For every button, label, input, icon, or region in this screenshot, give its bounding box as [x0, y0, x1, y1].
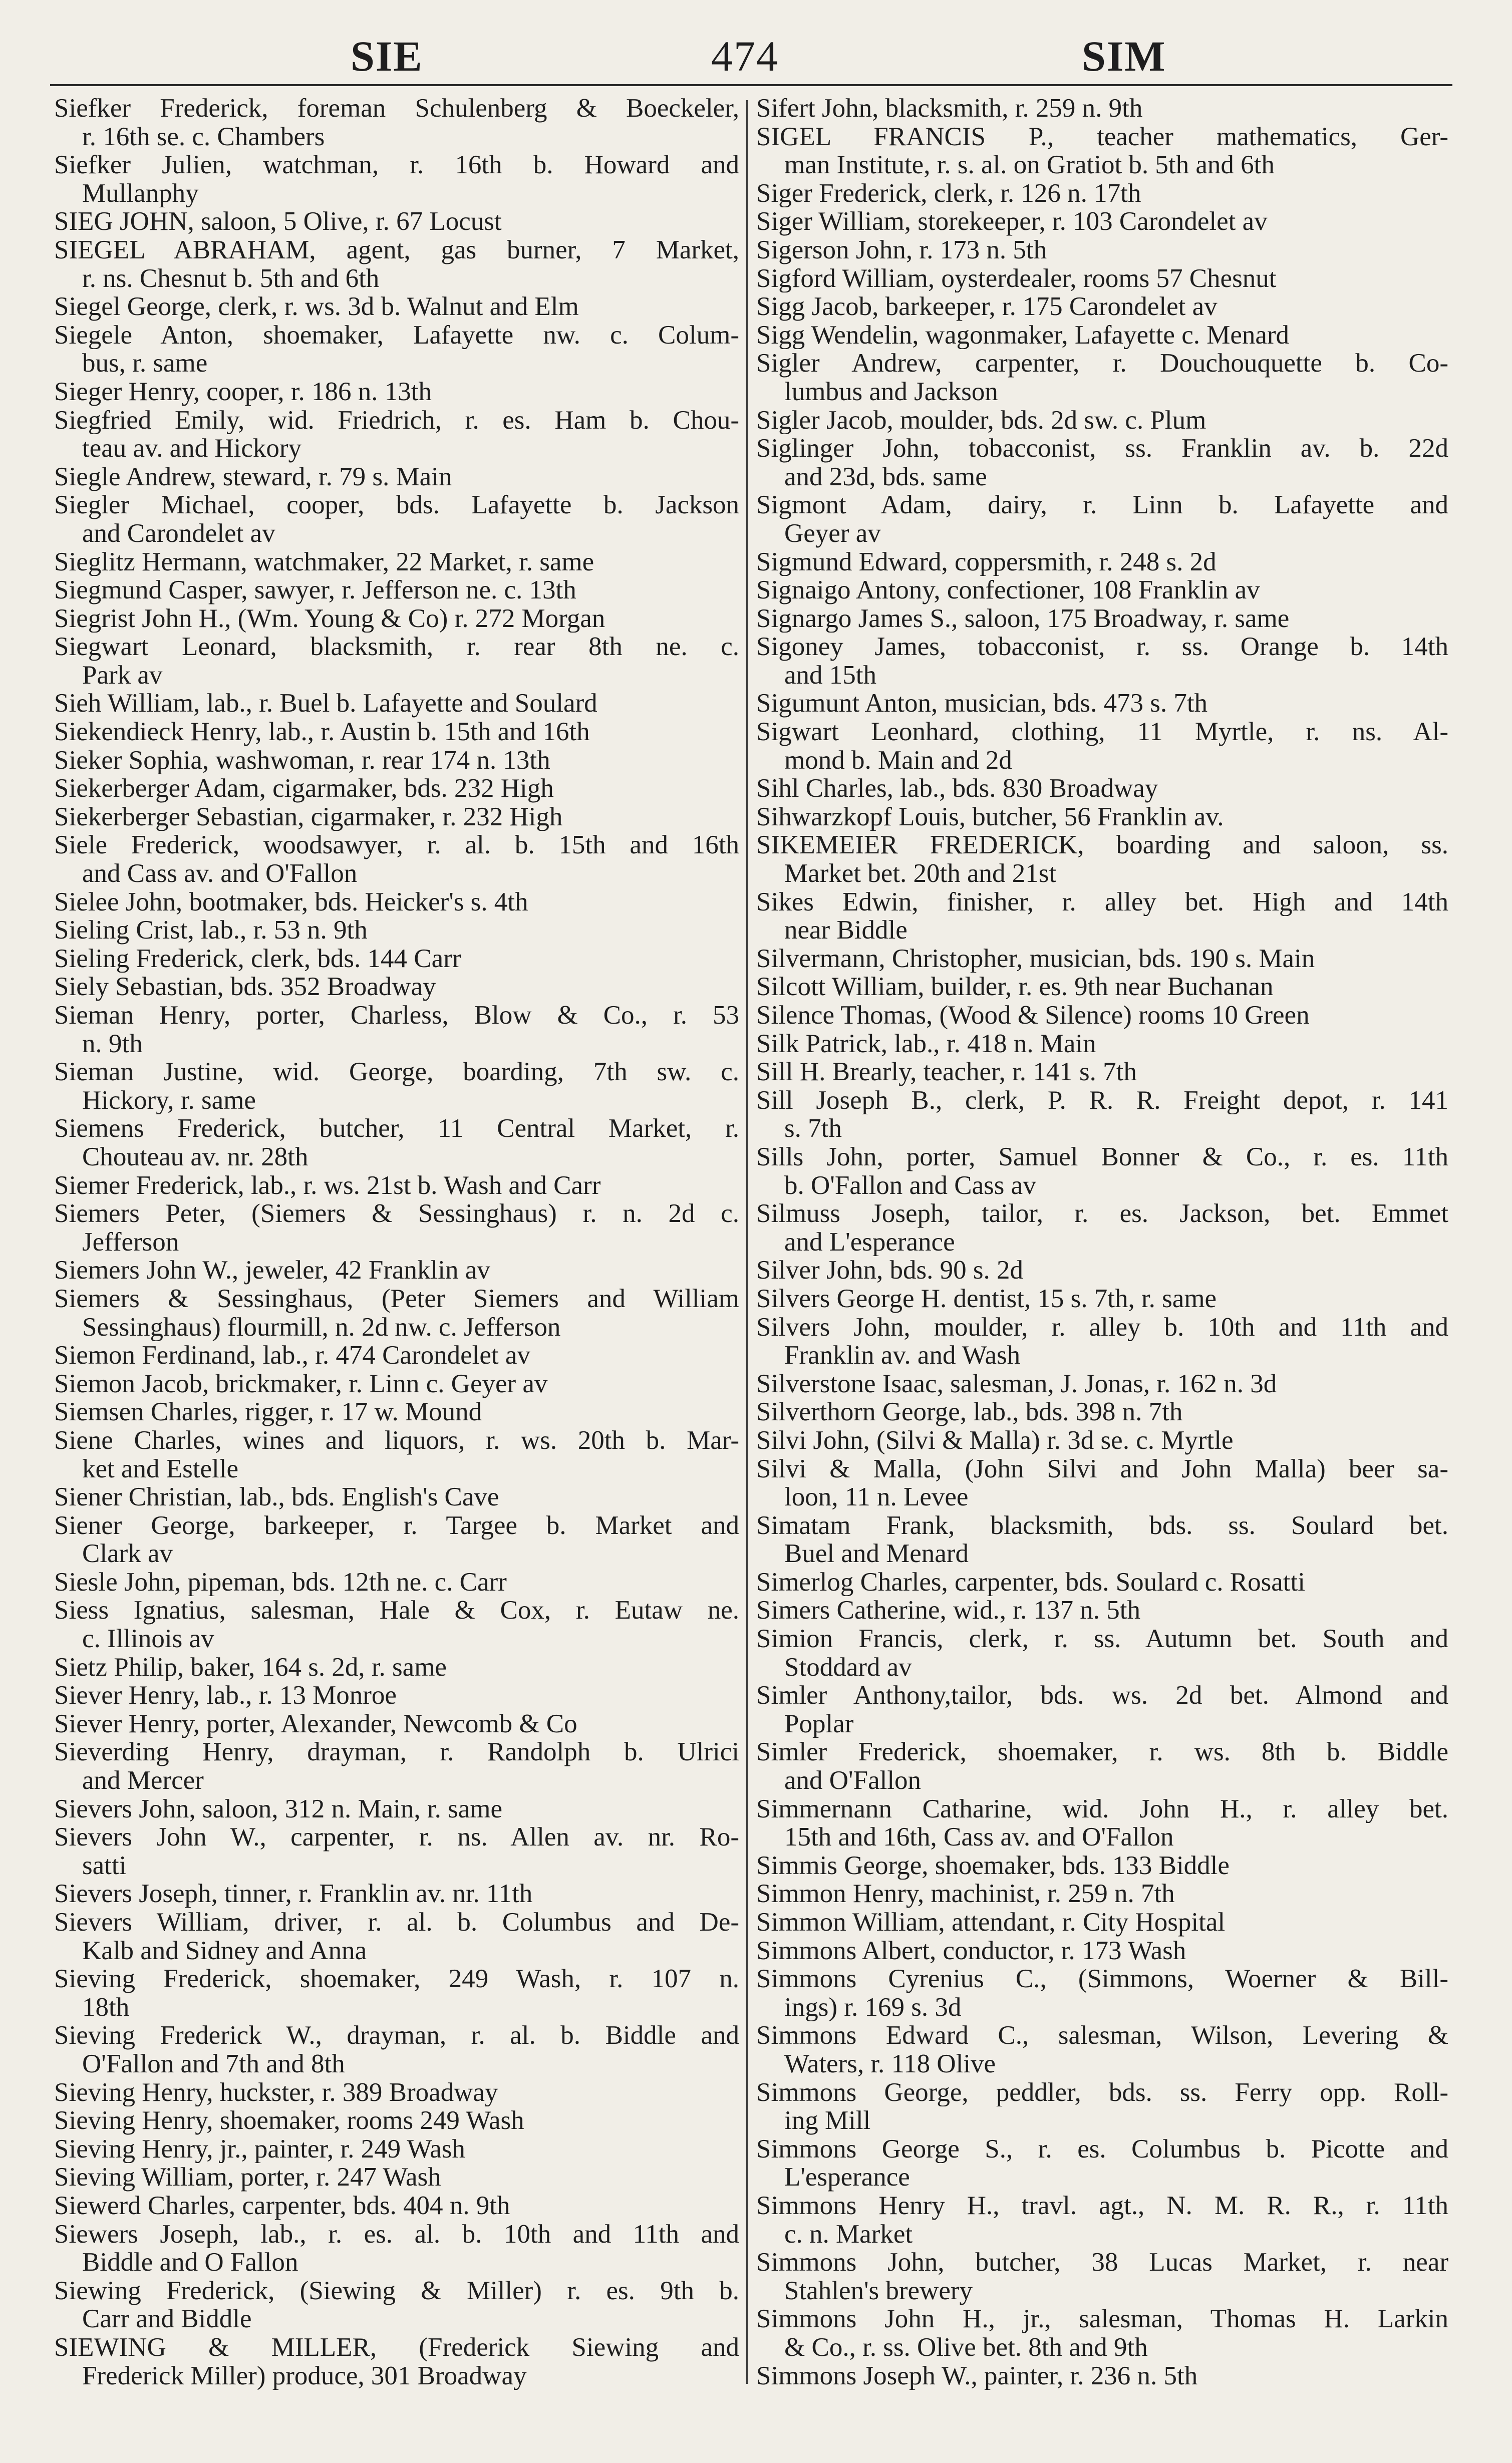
entry-line: SIEG JOHN, saloon, 5 Olive, r. 67 Locust	[54, 207, 502, 236]
entry-line: Sieling Frederick, clerk, bds. 144 Carr	[54, 944, 461, 973]
entry-continuation-line: n. 9th	[82, 1029, 143, 1058]
directory-entry	[756, 633, 1448, 689]
entry-line: Siemers & Sessinghaus, (Peter Siemers and William	[54, 1284, 739, 1313]
entry-line: Simmons Joseph W., painter, r. 236 n. 5th	[756, 2361, 1198, 2390]
entry-line: Siemon Jacob, brickmaker, r. Linn c. Geyer av	[54, 1369, 548, 1398]
entry-continuation-line: b. O'Fallon and Cass av	[784, 1171, 1036, 1200]
entry-line: Sill Joseph B., clerk, P. R. R. Freight depot, r. 141	[756, 1086, 1448, 1115]
directory-entry	[54, 1568, 739, 1597]
entry-line: Sievers Joseph, tinner, r. Franklin av. nr. 11th	[54, 1880, 533, 1908]
entry-line: Siegler Michael, cooper, bds. Lafayette b. Jackson	[54, 491, 739, 519]
entry-line: Siewerd Charles, carpenter, bds. 404 n. 9th	[54, 2191, 510, 2220]
entry-continuation-line: and Carondelet av	[82, 519, 275, 548]
directory-entry	[54, 1880, 739, 1908]
directory-entry	[756, 321, 1448, 350]
entry-line: Sigumunt Anton, musician, bds. 473 s. 7th	[756, 689, 1208, 718]
directory-entry	[756, 1001, 1448, 1030]
entry-line: Simmons Edward C., salesman, Wilson, Levering &	[756, 2021, 1448, 2050]
directory-entry	[54, 292, 739, 321]
entry-continuation-line: Park av	[82, 661, 163, 690]
entry-line: Sigmont Adam, dairy, r. Linn b. Lafayette and	[756, 491, 1448, 519]
directory-entry	[54, 633, 739, 689]
entry-line: SIGEL FRANCIS P., teacher mathematics, Ger-	[756, 122, 1448, 151]
directory-entry	[54, 2333, 739, 2390]
directory-entry	[54, 2106, 739, 2135]
entry-continuation-line: Kalb and Sidney and Anna	[82, 1936, 367, 1965]
entry-continuation-line: and 15th	[784, 661, 876, 690]
directory-entry	[54, 604, 739, 633]
directory-entry	[756, 774, 1448, 803]
entry-line: Silvers John, moulder, r. alley b. 10th and 11th and	[756, 1313, 1448, 1342]
entry-continuation-line: Stoddard av	[784, 1653, 912, 1682]
entry-line: Silmuss Joseph, tailor, r. es. Jackson, bet. Emmet	[756, 1199, 1448, 1228]
entry-continuation-line: s. 7th	[784, 1114, 842, 1143]
directory-entry	[54, 746, 739, 775]
directory-entry	[756, 1313, 1448, 1370]
directory-entry	[54, 1710, 739, 1738]
entry-line: Sieving William, porter, r. 247 Wash	[54, 2163, 441, 2192]
entry-line: Sieman Justine, wid. George, boarding, 7th sw. c.	[54, 1058, 739, 1086]
entry-line: Simmons George, peddler, bds. ss. Ferry opp. Roll-	[756, 2078, 1448, 2107]
directory-entry	[54, 2220, 739, 2277]
directory-entry	[756, 2305, 1448, 2361]
entry-line: Simler Anthony,tailor, bds. ws. 2d bet. Almond and	[756, 1681, 1448, 1710]
entry-line: Sigg Wendelin, wagonmaker, Lafayette c. Menard	[756, 321, 1290, 350]
directory-entry	[54, 2163, 739, 2192]
directory-entry	[54, 2192, 739, 2220]
entry-continuation-line: Jefferson	[82, 1227, 179, 1257]
directory-entry	[54, 1398, 739, 1426]
directory-entry	[756, 349, 1448, 406]
directory-entry	[54, 831, 739, 887]
entry-continuation-line: 18th	[82, 1993, 130, 2022]
entry-line: Simerlog Charles, carpenter, bds. Soulard c. Rosatti	[756, 1568, 1305, 1597]
entry-line: Simmons John H., jr., salesman, Thomas H. Larkin	[756, 2305, 1448, 2333]
directory-entry	[54, 1001, 739, 1058]
directory-entry	[756, 2078, 1448, 2135]
entry-line: Siefker Frederick, foreman Schulenberg & Boeckeler,	[54, 94, 739, 123]
directory-entry	[54, 2078, 739, 2107]
entry-line: Sills John, porter, Samuel Bonner & Co., r. es. 11th	[756, 1142, 1448, 1171]
entry-continuation-line: Buel and Menard	[784, 1540, 969, 1568]
directory-entry	[54, 1653, 739, 1682]
entry-line: Silvermann, Christopher, musician, bds. 190 s. Main	[756, 944, 1315, 973]
directory-entry	[756, 1965, 1448, 2021]
entry-line: Siever Henry, lab., r. 13 Monroe	[54, 1681, 397, 1710]
directory-entry	[54, 378, 739, 406]
directory-entry	[756, 1908, 1448, 1937]
entry-line: Sieving Frederick W., drayman, r. al. b. Biddle and	[54, 2021, 739, 2050]
directory-entry	[54, 1426, 739, 1483]
entry-line: Sieving Henry, huckster, r. 389 Broadway	[54, 2078, 498, 2107]
directory-entry	[756, 1880, 1448, 1908]
directory-entry	[54, 1681, 739, 1710]
entry-line: Sigler Andrew, carpenter, r. Douchouquette b. Co-	[756, 349, 1448, 378]
entry-line: Sieverding Henry, drayman, r. Randolph b. Ulrici	[54, 1738, 739, 1767]
directory-entry	[756, 1738, 1448, 1794]
directory-entry	[756, 179, 1448, 208]
entry-line: Silverthorn George, lab., bds. 398 n. 7th	[756, 1398, 1183, 1426]
directory-entry	[54, 803, 739, 831]
directory-entry	[756, 1426, 1448, 1455]
directory-entry	[756, 1370, 1448, 1398]
entry-line: Siely Sebastian, bds. 352 Broadway	[54, 973, 436, 1001]
entry-line: SIEGEL ABRAHAM, agent, gas burner, 7 Market,	[54, 235, 739, 264]
directory-entry	[54, 945, 739, 973]
entry-line: Silverstone Isaac, salesman, J. Jonas, r. 162 n. 3d	[756, 1369, 1277, 1398]
entry-continuation-line: Clark av	[82, 1540, 173, 1568]
directory-entry	[756, 236, 1448, 264]
entry-continuation-line: lumbus and Jackson	[784, 377, 998, 406]
entry-continuation-line: Carr and Biddle	[82, 2305, 252, 2333]
entry-continuation-line: 15th and 16th, Cass av. and O'Fallon	[784, 1823, 1174, 1852]
entry-continuation-line: and O'Fallon	[784, 1766, 922, 1795]
directory-entry	[756, 1256, 1448, 1285]
directory-entry	[54, 973, 739, 1001]
entry-line: Sieling Crist, lab., r. 53 n. 9th	[54, 916, 368, 945]
directory-entry	[756, 2135, 1448, 2192]
directory-entry	[756, 1596, 1448, 1625]
entry-line: Siglinger John, tobacconist, ss. Franklin av. b. 22d	[756, 434, 1448, 463]
directory-entry	[756, 1086, 1448, 1143]
directory-entry	[756, 1511, 1448, 1568]
entry-line: Simmons Henry H., travl. agt., N. M. R. R., r. 11th	[756, 2191, 1448, 2220]
entry-continuation-line: Sessinghaus) flourmill, n. 2d nw. c. Jefferson	[82, 1313, 561, 1342]
directory-entry	[54, 1965, 739, 2021]
directory-entry	[756, 1937, 1448, 1965]
entry-line: Siefker Julien, watchman, r. 16th b. Howard and	[54, 151, 739, 179]
entry-line: Silvers George H. dentist, 15 s. 7th, r. same	[756, 1284, 1217, 1313]
entry-continuation-line: Franklin av. and Wash	[784, 1341, 1021, 1370]
header-rule	[50, 84, 1452, 86]
directory-entry	[756, 434, 1448, 491]
directory-entry	[756, 718, 1448, 774]
entry-line: Signargo James S., saloon, 175 Broadway, r. same	[756, 604, 1290, 633]
directory-entry	[54, 1511, 739, 1568]
entry-line: Sihwarzkopf Louis, butcher, 56 Franklin av.	[756, 802, 1224, 831]
entry-line: Sieman Henry, porter, Charless, Blow & Co., r. 53	[54, 1001, 739, 1030]
entry-line: Siewers Joseph, lab., r. es. al. b. 10th and 11th and	[54, 2220, 739, 2249]
entry-continuation-line: Geyer av	[784, 519, 881, 548]
entry-line: Siekerberger Adam, cigarmaker, bds. 232 High	[54, 774, 554, 803]
entry-continuation-line: Chouteau av. nr. 28th	[82, 1142, 309, 1171]
directory-entry	[54, 1596, 739, 1653]
directory-entry	[54, 1370, 739, 1398]
directory-entry	[756, 1625, 1448, 1681]
directory-entry	[756, 831, 1448, 887]
entry-line: Silver John, bds. 90 s. 2d	[756, 1256, 1023, 1285]
directory-entry	[756, 1143, 1448, 1199]
entry-continuation-line: man Institute, r. s. al. on Gratiot b. 5th and 6th	[784, 151, 1275, 179]
entry-continuation-line: c. Illinois av	[82, 1625, 214, 1653]
entry-line: Sieger Henry, cooper, r. 186 n. 13th	[54, 377, 432, 406]
entry-continuation-line: ing Mill	[784, 2106, 871, 2135]
directory-entry	[54, 321, 739, 378]
directory-entry	[54, 1483, 739, 1511]
entry-line: Siegle Andrew, steward, r. 79 s. Main	[54, 462, 452, 491]
directory-entry	[756, 1568, 1448, 1597]
directory-entry	[54, 1341, 739, 1370]
directory-entry	[756, 94, 1448, 123]
entry-line: Sifert John, blacksmith, r. 259 n. 9th	[756, 94, 1143, 123]
entry-line: Siemon Ferdinand, lab., r. 474 Carondelet av	[54, 1341, 530, 1370]
entry-continuation-line: ings) r. 169 s. 3d	[784, 1993, 962, 2022]
entry-line: Siemsen Charles, rigger, r. 17 w. Mound	[54, 1398, 482, 1426]
entry-line: Siger Frederick, clerk, r. 126 n. 17th	[756, 179, 1141, 208]
entry-line: Sigmund Edward, coppersmith, r. 248 s. 2d	[756, 547, 1217, 576]
entry-continuation-line: Mullanphy	[82, 179, 199, 208]
directory-entry	[756, 604, 1448, 633]
entry-line: Silcott William, builder, r. es. 9th near Buchanan	[756, 973, 1274, 1001]
entry-line: Siekerberger Sebastian, cigarmaker, r. 232 High	[54, 802, 563, 831]
entry-line: Simmons Cyrenius C., (Simmons, Woerner & Bill-	[756, 1965, 1448, 1993]
entry-continuation-line: r. 16th se. c. Chambers	[82, 122, 325, 151]
right-column	[756, 94, 1448, 2390]
entry-line: Simmon Henry, machinist, r. 259 n. 7th	[756, 1880, 1175, 1908]
directory-entry	[756, 1795, 1448, 1852]
entry-line: Siegfried Emily, wid. Friedrich, r. es. Ham b. Chou-	[54, 406, 739, 435]
entry-line: Silk Patrick, lab., r. 418 n. Main	[756, 1029, 1096, 1058]
directory-entry	[54, 236, 739, 292]
directory-entry	[54, 1908, 739, 1965]
entry-continuation-line: Poplar	[784, 1709, 854, 1738]
directory-entry	[54, 718, 739, 746]
directory-entry	[756, 945, 1448, 973]
entry-line: Simmons Albert, conductor, r. 173 Wash	[756, 1936, 1186, 1965]
directory-entry	[756, 2248, 1448, 2305]
directory-entry	[54, 151, 739, 207]
entry-continuation-line: Biddle and O Fallon	[82, 2248, 298, 2277]
directory-entry	[756, 1681, 1448, 1738]
entry-continuation-line: ket and Estelle	[82, 1454, 238, 1483]
directory-entry	[756, 1852, 1448, 1880]
directory-entry	[54, 2021, 739, 2078]
directory-entry	[54, 2277, 739, 2333]
right-guide-word: SIM	[1082, 32, 1166, 80]
entry-line: Siemens Frederick, butcher, 11 Central Market, r.	[54, 1114, 739, 1143]
directory-entry	[54, 689, 739, 718]
entry-line: Siegel George, clerk, r. ws. 3d b. Walnut and Elm	[54, 292, 579, 321]
directory-entry	[756, 888, 1448, 945]
entry-line: Sieving Frederick, shoemaker, 249 Wash, r. 107 n.	[54, 1965, 739, 1993]
directory-entry	[756, 406, 1448, 435]
directory-entry	[54, 2135, 739, 2164]
directory-entry	[756, 973, 1448, 1001]
directory-entry	[756, 264, 1448, 293]
entry-line: Sieglitz Hermann, watchmaker, 22 Market, r. same	[54, 547, 594, 576]
entry-line: Siene Charles, wines and liquors, r. ws. 20th b. Mar-	[54, 1426, 739, 1455]
entry-line: Sieh William, lab., r. Buel b. Lafayette and Soulard	[54, 689, 597, 718]
directory-entry	[756, 548, 1448, 576]
entry-line: Simmernann Catharine, wid. John H., r. alley bet.	[756, 1794, 1448, 1823]
directory-entry	[756, 2021, 1448, 2078]
directory-entry	[54, 94, 739, 151]
directory-entry	[54, 491, 739, 547]
directory-entry	[54, 916, 739, 945]
entry-line: Siemers John W., jeweler, 42 Franklin av	[54, 1256, 490, 1285]
directory-entry	[756, 1455, 1448, 1511]
entry-continuation-line: and Mercer	[82, 1766, 204, 1795]
directory-entry	[54, 888, 739, 916]
directory-entry	[54, 774, 739, 803]
directory-entry	[54, 1199, 739, 1256]
entry-line: Sielee John, bootmaker, bds. Heicker's s. 4th	[54, 887, 528, 916]
entry-continuation-line: & Co., r. ss. Olive bet. 8th and 9th	[784, 2333, 1148, 2362]
entry-continuation-line: L'esperance	[784, 2163, 910, 2192]
entry-line: SIEWING & MILLER, (Frederick Siewing and	[54, 2333, 739, 2362]
directory-entry	[756, 689, 1448, 718]
entry-line: Siekendieck Henry, lab., r. Austin b. 15th and 16th	[54, 718, 590, 746]
directory-entry	[756, 292, 1448, 321]
entry-line: Simmon William, attendant, r. City Hospital	[756, 1908, 1226, 1937]
entry-line: Simatam Frank, blacksmith, bds. ss. Soulard bet.	[756, 1511, 1448, 1540]
entry-line: Siener George, barkeeper, r. Targee b. Market and	[54, 1511, 739, 1540]
entry-line: Siegmund Casper, sawyer, r. Jefferson ne. c. 13th	[54, 576, 576, 604]
left-guide-word: SIE	[351, 32, 423, 80]
entry-line: Siener Christian, lab., bds. English's Cave	[54, 1483, 499, 1511]
directory-entry	[54, 1171, 739, 1200]
entry-line: Sievers William, driver, r. al. b. Columbus and De-	[54, 1908, 739, 1937]
entry-continuation-line: satti	[82, 1851, 127, 1880]
entry-continuation-line: Market bet. 20th and 21st	[784, 859, 1057, 888]
entry-line: Silvi John, (Silvi & Malla) r. 3d se. c. Myrtle	[756, 1426, 1234, 1455]
directory-entry	[756, 1285, 1448, 1313]
entry-line: Siegele Anton, shoemaker, Lafayette nw. c. Colum-	[54, 321, 739, 350]
entry-continuation-line: r. ns. Chesnut b. 5th and 6th	[82, 264, 380, 293]
entry-line: Simion Francis, clerk, r. ss. Autumn bet. South and	[756, 1625, 1448, 1653]
entry-continuation-line: O'Fallon and 7th and 8th	[82, 2049, 345, 2078]
directory-entry	[756, 207, 1448, 236]
entry-line: Sieker Sophia, washwoman, r. rear 174 n. 13th	[54, 746, 550, 775]
entry-line: Siever Henry, porter, Alexander, Newcomb & Co	[54, 1709, 577, 1738]
entry-continuation-line: teau av. and Hickory	[82, 434, 302, 463]
directory-entry	[54, 207, 739, 236]
directory-entry	[54, 406, 739, 463]
entry-continuation-line: mond b. Main and 2d	[784, 746, 1012, 775]
entry-line: Siegwart Leonard, blacksmith, r. rear 8th ne. c.	[54, 633, 739, 661]
entry-line: Simmons George S., r. es. Columbus b. Picotte and	[756, 2134, 1448, 2164]
entry-line: Sievers John, saloon, 312 n. Main, r. same	[54, 1794, 503, 1823]
entry-line: Sieving Henry, shoemaker, rooms 249 Wash	[54, 2106, 524, 2135]
entry-line: SIKEMEIER FREDERICK, boarding and saloon, ss.	[756, 831, 1448, 860]
directory-entry	[54, 463, 739, 491]
entry-line: Simmons John, butcher, 38 Lucas Market, r. near	[756, 2248, 1448, 2277]
directory-entry	[54, 576, 739, 604]
entry-line: Sigg Jacob, barkeeper, r. 175 Carondelet av	[756, 292, 1218, 321]
entry-line: Silence Thomas, (Wood & Silence) rooms 10 Green	[756, 1001, 1310, 1030]
entry-line: Silvi & Malla, (John Silvi and John Malla) beer sa-	[756, 1454, 1448, 1483]
entry-continuation-line: c. n. Market	[784, 2220, 913, 2249]
entry-line: Sigler Jacob, moulder, bds. 2d sw. c. Plum	[756, 406, 1206, 435]
entry-continuation-line: Waters, r. 118 Olive	[784, 2049, 996, 2078]
entry-continuation-line: loon, 11 n. Levee	[784, 1483, 969, 1511]
entry-line: Sigerson John, r. 173 n. 5th	[756, 235, 1047, 264]
entry-line: Siemers Peter, (Siemers & Sessinghaus) r. n. 2d c.	[54, 1199, 739, 1228]
directory-entry	[756, 576, 1448, 604]
entry-continuation-line: and Cass av. and O'Fallon	[82, 859, 358, 888]
entry-line: Sietz Philip, baker, 164 s. 2d, r. same	[54, 1653, 447, 1682]
directory-entry	[756, 491, 1448, 547]
entry-line: Sigford William, oysterdealer, rooms 57 Chesnut	[756, 264, 1277, 293]
entry-continuation-line: Stahlen's brewery	[784, 2276, 973, 2305]
entry-continuation-line: and 23d, bds. same	[784, 462, 987, 491]
directory-entry	[54, 1114, 739, 1171]
directory-entry	[756, 2362, 1448, 2390]
directory-entry	[54, 1256, 739, 1285]
left-column	[54, 94, 739, 2390]
directory-entry	[54, 1058, 739, 1114]
entry-line: Siger William, storekeeper, r. 103 Carondelet av	[756, 207, 1268, 236]
entry-continuation-line: Hickory, r. same	[82, 1086, 256, 1115]
entry-continuation-line: bus, r. same	[82, 349, 208, 378]
entry-continuation-line: Frederick Miller) produce, 301 Broadway	[82, 2361, 527, 2390]
entry-line: Siesle John, pipeman, bds. 12th ne. c. Carr	[54, 1568, 507, 1597]
page-number: 474	[711, 32, 779, 80]
entry-continuation-line: near Biddle	[784, 916, 908, 945]
column-divider	[746, 100, 748, 2384]
entry-line: Sievers John W., carpenter, r. ns. Allen av. nr. Ro-	[54, 1823, 739, 1852]
entry-line: Siewing Frederick, (Siewing & Miller) r. es. 9th b.	[54, 2276, 739, 2305]
entry-line: Siele Frederick, woodsawyer, r. al. b. 15th and 16th	[54, 831, 739, 860]
entry-line: Sieving Henry, jr., painter, r. 249 Wash	[54, 2134, 465, 2164]
directory-entry	[756, 803, 1448, 831]
directory-entry	[756, 1058, 1448, 1086]
directory-entry	[756, 1030, 1448, 1058]
entry-line: Sihl Charles, lab., bds. 830 Broadway	[756, 774, 1158, 803]
entry-line: Siegrist John H., (Wm. Young & Co) r. 272 Morgan	[54, 604, 606, 633]
entry-line: Sigoney James, tobacconist, r. ss. Orange b. 14th	[756, 633, 1448, 661]
entry-line: Siemer Frederick, lab., r. ws. 21st b. Wash and Carr	[54, 1171, 601, 1200]
entry-line: Sikes Edwin, finisher, r. alley bet. High and 14th	[756, 887, 1448, 916]
entry-line: Simers Catherine, wid., r. 137 n. 5th	[756, 1596, 1140, 1625]
entry-line: Sill H. Brearly, teacher, r. 141 s. 7th	[756, 1058, 1137, 1086]
directory-entry	[54, 1823, 739, 1880]
directory-entry	[54, 1738, 739, 1794]
directory-entry	[54, 1795, 739, 1823]
directory-entry	[756, 1199, 1448, 1256]
directory-entry	[54, 1285, 739, 1341]
entry-line: Simler Frederick, shoemaker, r. ws. 8th b. Biddle	[756, 1738, 1448, 1767]
entry-line: Simmis George, shoemaker, bds. 133 Biddle	[756, 1851, 1230, 1880]
directory-entry	[756, 1398, 1448, 1426]
entry-continuation-line: and L'esperance	[784, 1227, 955, 1257]
directory-entry	[54, 548, 739, 576]
entry-line: Signaigo Antony, confectioner, 108 Franklin av	[756, 576, 1260, 604]
directory-entry	[756, 2192, 1448, 2248]
entry-line: Siess Ignatius, salesman, Hale & Cox, r. Eutaw ne.	[54, 1596, 739, 1625]
directory-entry	[756, 123, 1448, 179]
entry-line: Sigwart Leonhard, clothing, 11 Myrtle, r. ns. Al-	[756, 718, 1448, 746]
